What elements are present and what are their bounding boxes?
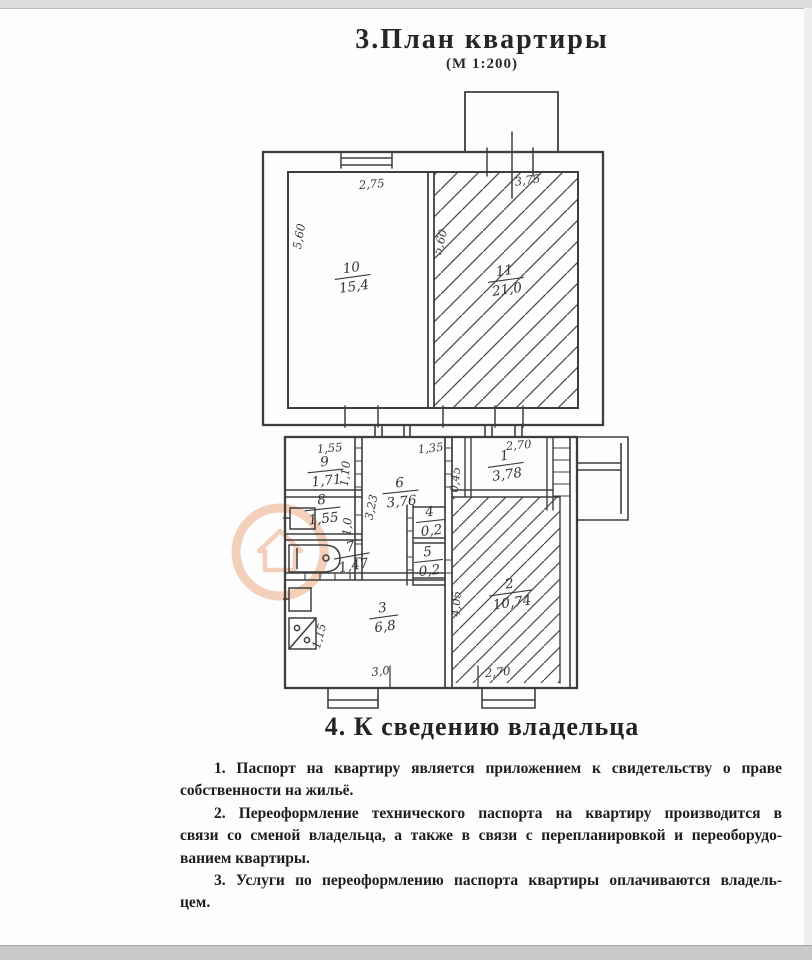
dimension-label: 5,60: [289, 222, 309, 251]
dimension-label: 1,35: [417, 439, 445, 457]
svg-text:1,47: 1,47: [337, 555, 370, 577]
svg-text:3,76: 3,76: [385, 492, 418, 512]
svg-text:6: 6: [394, 474, 405, 492]
room-label: [333, 258, 374, 298]
entrance-vestibule: [577, 437, 628, 520]
dimension-label: 3,0: [370, 663, 391, 679]
dimension-label: 1,55: [316, 439, 344, 457]
dimension-label: 4,05: [448, 590, 464, 617]
paragraph-line: связи со сменой владельца, а также в связи с перепланировкой и переоборудо-: [180, 827, 782, 845]
dimension-label: 1,0: [339, 516, 355, 537]
section-3-title: 3.План квартиры: [355, 24, 609, 55]
owner-notes: [180, 758, 782, 915]
svg-text:10,74: 10,74: [491, 592, 533, 614]
paragraph-2: [180, 803, 782, 870]
block-connectors: [375, 425, 522, 437]
scale-note: (М 1:200): [446, 56, 518, 72]
svg-text:2: 2: [504, 575, 515, 593]
svg-text:3: 3: [377, 599, 388, 617]
dimension-label: 3,75: [513, 171, 542, 189]
paragraph-line: 3. Услуги по переоформлению паспорта квартиры оплачиваются владель-: [214, 871, 782, 889]
dimension-label: 0,45: [446, 466, 464, 494]
dimension-label: 2,75: [358, 175, 386, 193]
svg-text:1,55: 1,55: [307, 509, 340, 529]
paragraph-line: цем.: [180, 894, 211, 912]
paragraph-line: 2. Переоформление технического паспорта на квартиру производится в: [214, 804, 782, 822]
paragraph-line: собственности на жильё.: [180, 782, 354, 800]
paragraph-line: ванием квартиры.: [180, 849, 310, 867]
svg-text:1,71: 1,71: [310, 471, 343, 491]
scan-edge-right: [804, 8, 812, 945]
svg-text:5: 5: [422, 543, 433, 561]
paragraph-line: 1. Паспорт на квартиру является приложением к свидетельству о праве: [214, 760, 782, 777]
dimension-label: 5,60: [430, 227, 451, 257]
svg-text:1: 1: [499, 447, 510, 465]
dimension-label: 2,70: [505, 436, 533, 454]
dimension-label: 1,15: [309, 621, 330, 651]
room-label: [331, 536, 373, 577]
room-label: [414, 503, 446, 541]
svg-text:10: 10: [341, 258, 362, 278]
paragraph-1: [180, 758, 782, 803]
svg-text:8: 8: [316, 491, 327, 509]
svg-text:0,2: 0,2: [420, 521, 444, 540]
dimension-label: 1,10: [336, 460, 354, 488]
svg-text:3,78: 3,78: [491, 464, 524, 485]
room-label: [303, 490, 342, 529]
svg-text:7: 7: [344, 538, 356, 556]
scan-edge-bottom: [0, 945, 812, 960]
room-label: [367, 598, 401, 637]
svg-text:21,0: 21,0: [491, 279, 524, 300]
svg-text:9: 9: [319, 453, 330, 471]
room-label: [381, 473, 420, 512]
section-4-title: 4. К сведению владельца: [324, 712, 640, 741]
svg-text:11: 11: [494, 261, 515, 281]
svg-text:15,4: 15,4: [338, 276, 371, 297]
paragraph-3: [180, 870, 782, 915]
svg-text:4: 4: [424, 503, 435, 521]
bath-fixture: [289, 545, 340, 572]
svg-text:0,2: 0,2: [418, 561, 442, 580]
svg-text:6,8: 6,8: [373, 617, 397, 637]
dimension-label: 3,23: [361, 493, 381, 522]
room-label: [412, 543, 444, 581]
dimension-label: 2,70: [484, 663, 512, 681]
